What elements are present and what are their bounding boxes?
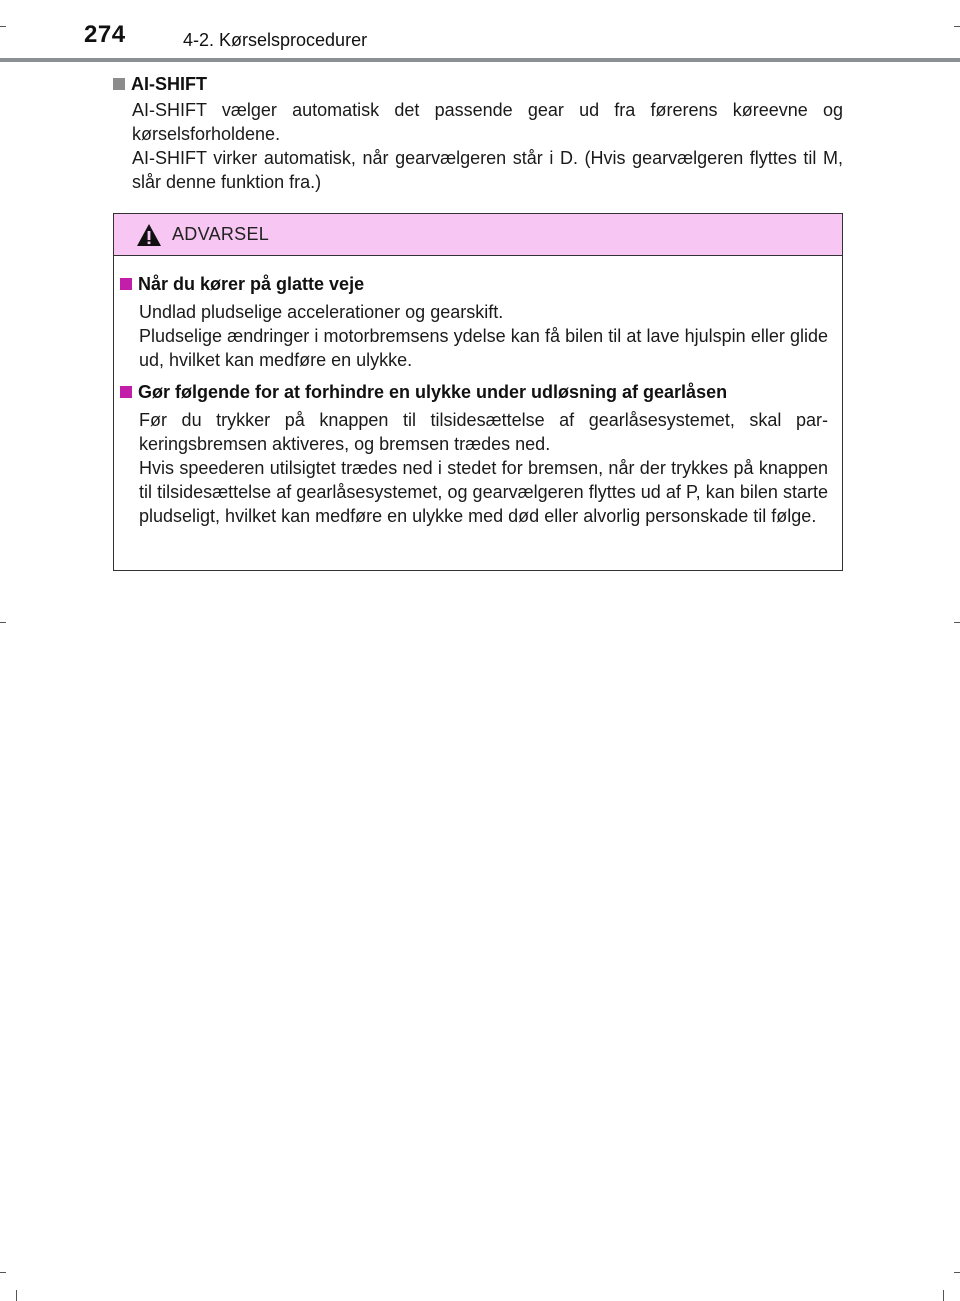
ai-shift-section xyxy=(113,72,843,194)
paragraph: Undlad pludselige accelerationer og gearskift. xyxy=(139,302,504,322)
warning-triangle-icon xyxy=(136,223,162,247)
warning-item-heading xyxy=(120,272,828,296)
warning-box xyxy=(113,213,843,571)
crop-mark xyxy=(0,1272,6,1273)
paragraph: Hvis speederen utilsigtet trædes ned i stedet for bremsen, når der trykkes på knappen til tilsidesættelse af gearlåsesystemet, og gearvælgeren flyttes ud af P, kan bilen starte pludseligt, hvilket kan medføre en ulykke med død eller alvorlig personskade til følge. xyxy=(139,458,828,526)
warning-body xyxy=(114,256,842,528)
paragraph: Før du trykker på knappen til tilsidesættelse af gearlåsesystemet, skal par-keringsbremsen aktiveres, og bremsen trædes ned. xyxy=(139,410,828,454)
square-bullet-icon xyxy=(113,78,125,90)
warning-item-heading-text: Når du kører på glatte veje xyxy=(138,274,365,294)
warning-item xyxy=(120,380,828,528)
section-heading xyxy=(113,72,843,96)
warning-title: ADVARSEL xyxy=(172,224,270,244)
crop-mark xyxy=(943,1290,944,1301)
page-number: 274 xyxy=(84,21,126,48)
paragraph: Pludselige ændringer i motorbremsens ydelse kan få bilen til at lave hjulspin eller glide ud, hvilket kan medføre en ulykke. xyxy=(139,326,828,370)
paragraph: AI-SHIFT virker automatisk, når gearvælgeren står i D. (Hvis gearvælgeren flyttes til M, slår denne funktion fra.) xyxy=(132,148,843,192)
paragraph: AI-SHIFT vælger automatisk det passende gear ud fra førerens køreevne og kørselsforholdene. xyxy=(132,100,843,144)
warning-header xyxy=(114,214,842,256)
square-bullet-icon xyxy=(120,278,132,290)
warning-item-heading xyxy=(120,380,828,404)
warning-item xyxy=(120,272,828,372)
crop-mark xyxy=(954,622,960,623)
warning-item-heading-text: Gør følgende for at forhindre en ulykke under udløsning af gearlåsen xyxy=(138,382,728,402)
section-heading-text: AI-SHIFT xyxy=(131,74,207,94)
crop-mark xyxy=(954,1272,960,1273)
crop-mark xyxy=(0,622,6,623)
crop-mark xyxy=(16,1290,17,1301)
section-title: 4-2. Kørselsprocedurer xyxy=(183,30,368,50)
page-header xyxy=(0,0,960,66)
square-bullet-icon xyxy=(120,386,132,398)
header-rule xyxy=(0,58,960,62)
